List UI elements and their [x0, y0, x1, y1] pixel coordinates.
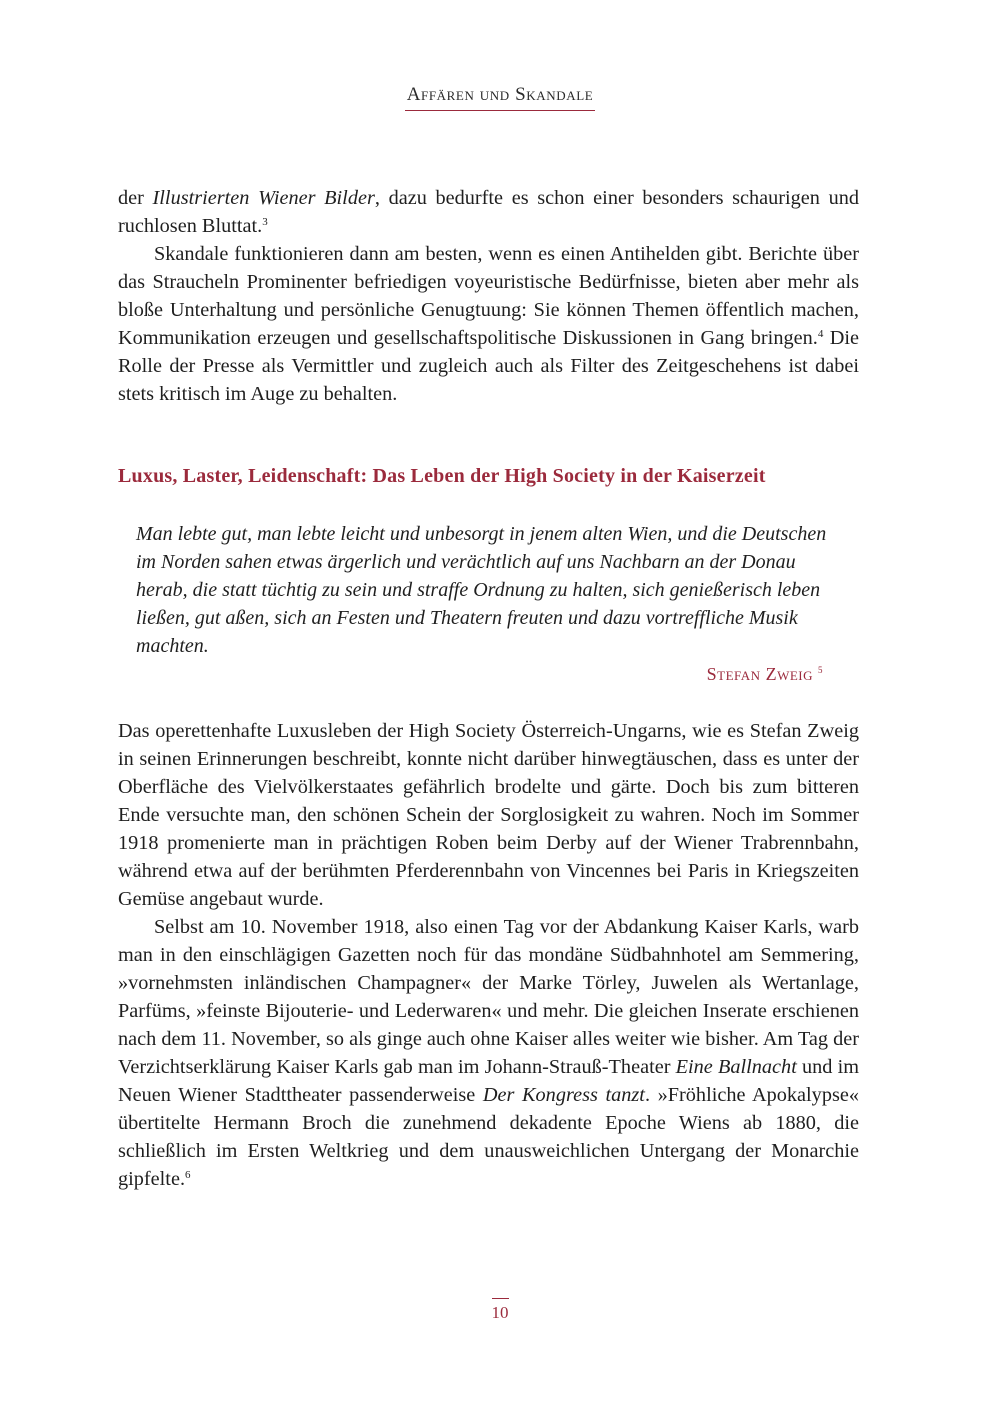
footnote-ref-6: 6	[185, 1169, 191, 1181]
paragraph-3: Das operettenhafte Luxusleben der High Society Österreich-Ungarns, wie es Stefan Zweig in seinen Erinnerungen beschreibt, konnte nicht darüber hinwegtäuschen, dass es unter der Oberfläche des Vielvölkerstaates gefährlich brodelte und gärte. Doch bis zum bitteren Ende versuchte man, den schönen Schein der Sorglosigkeit zu wahren. Noch im Sommer 1918 promenierte man in prächtigen Roben beim Derby auf der Wiener Trabrennbahn, während etwa auf der berühmten Pferderennbahn von Vincennes bei Paris in Kriegszeiten Gemüse angebaut wurde.	[118, 720, 859, 910]
play-title-ballnacht: Eine Ballnacht	[675, 1056, 797, 1078]
paragraph-4	[118, 913, 859, 1193]
section-heading: Luxus, Laster, Leidenschaft: Das Leben der High Society in der Kaiserzeit	[118, 465, 766, 487]
paragraph-2-text-a: Skandale funktionieren dann am besten, wenn es einen Antihelden gibt. Berichte über das Straucheln Prominenter befriedigen voyeuristische Bedürfnisse, bieten aber mehr als bloße Unterhaltung und persönliche Genugtuung: Sie können Themen öffentlich machen, Kommunikation erzeugen und gesellschaftspolitische Diskussionen in Gang bringen.	[118, 243, 859, 349]
page-number: 10	[491, 1303, 509, 1322]
running-head-title: Affären und Skandale	[405, 84, 596, 111]
page-folio	[0, 1298, 1000, 1323]
paragraph-4-text-b: und im Neuen Wiener Stadttheater passenderweise	[118, 1056, 859, 1106]
publication-title: Illustrierten Wiener Bilder	[152, 187, 375, 209]
paragraph-1	[118, 184, 859, 240]
running-head	[0, 84, 1000, 111]
folio-rule	[492, 1298, 509, 1299]
play-title-kongress: Der Kongress tanzt	[482, 1084, 645, 1106]
footnote-ref-5: 5	[818, 665, 823, 675]
footnote-ref-3: 3	[262, 216, 268, 228]
footnote-ref-4: 4	[817, 328, 824, 340]
epigraph-author	[707, 664, 823, 685]
paragraph-4-text-c: . »Fröhliche Apokalypse« übertitelte Hermann Broch die zunehmend dekadente Epoche Wiens ab 1880, die schließlich im Ersten Weltkrieg und dem unausweichlichen Untergang der Monarchie gipfelte.	[118, 1084, 859, 1190]
text-block-main	[118, 717, 859, 1193]
text-block-intro	[118, 184, 859, 408]
paragraph-1-prefix: der	[118, 187, 153, 209]
paragraph-4-text-a: Selbst am 10. November 1918, also einen Tag vor der Abdankung Kaiser Karls, warb man in den einschlägigen Gazetten noch für das mondäne Südbahnhotel am Semmering, »vornehmsten inländischen Champagner« der Marke Törley, Juwelen als Wertanlage, Parfüms, »feinste Bijouterie- und Lederwaren« und mehr. Die gleichen Inserate erschienen nach dem 11. November, so als ginge auch ohne Kaiser alles weiter wie bisher. Am Tag der Verzichtserklärung Kaiser Karls gab man im Johann-Strauß-Theater	[118, 916, 859, 1078]
epigraph-author-name: Stefan Zweig	[706, 664, 813, 684]
epigraph-quote: Man lebte gut, man lebte leicht und unbesorgt in jenem alten Wien, und die Deutschen im Norden sahen etwas ärgerlich und verächtlich auf uns Nachbarn an der Donau herab, die statt tüchtig zu sein und straffe Ordnung zu halten, sich genießerisch leben ließen, gut aßen, sich an Festen und Theatern freuten und dazu vortreffliche Musik machten.	[136, 523, 827, 657]
paragraph-2-text-b: Die Rolle der Presse als Vermittler und zugleich auch als Filter des Zeitgeschehens ist dabei stets kritisch im Auge zu behalten.	[118, 327, 859, 405]
paragraph-1-text: , dazu bedurfte es schon einer besonders schaurigen und ruchlosen Bluttat.	[118, 187, 860, 237]
paragraph-2	[118, 240, 859, 408]
